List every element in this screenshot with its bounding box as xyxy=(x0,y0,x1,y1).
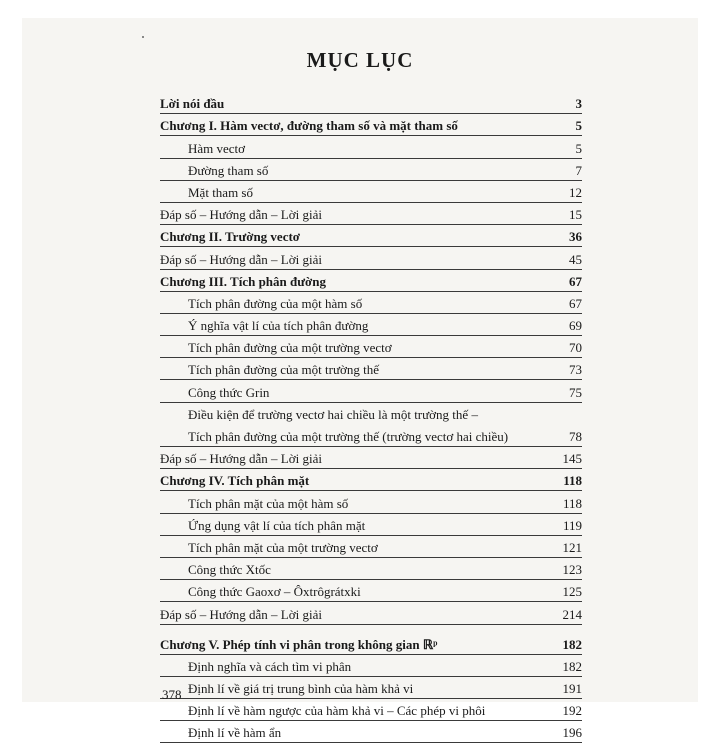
toc-entry[interactable]: Ứng dụng vật lí của tích phân mặt 119 xyxy=(160,514,582,536)
toc-entry[interactable]: Hàm vectơ 5 xyxy=(160,136,582,158)
book-page xyxy=(22,18,698,741)
toc-entry[interactable]: Tích phân đường của một hàm số 67 xyxy=(160,292,582,314)
toc-entry[interactable]: Đường tham số 7 xyxy=(160,159,582,181)
table-of-contents xyxy=(160,92,582,743)
toc-entry[interactable]: Tích phân đường của một trường thế 73 xyxy=(160,358,582,380)
toc-title: MỤC LỤC xyxy=(306,48,414,72)
toc-entry[interactable]: Định lí về hàm ẩn 196 xyxy=(160,721,582,743)
toc-entry-wrapped-line[interactable]: Điều kiện để trường vectơ hai chiều là một trường thế – xyxy=(188,406,478,422)
toc-entry-answers[interactable]: Đáp số – Hướng dẫn – Lời giải 15 xyxy=(160,203,582,225)
toc-entry[interactable]: Định lí về giá trị trung bình của hàm khả vi 191 xyxy=(160,677,582,699)
toc-entry[interactable]: Công thức Grin 75 xyxy=(160,380,582,402)
toc-entry[interactable]: Định lí về hàm ngược của hàm khả vi – Các phép vi phôi 192 xyxy=(160,699,582,721)
toc-entry[interactable]: Tích phân mặt của một hàm số 118 xyxy=(160,491,582,513)
toc-entry-answers[interactable]: Đáp số – Hướng dẫn – Lời giải 145 xyxy=(160,447,582,469)
toc-entry-answers[interactable]: Đáp số – Hướng dẫn – Lời giải 214 xyxy=(160,602,582,624)
toc-entry[interactable]: Ý nghĩa vật lí của tích phân đường 69 xyxy=(160,314,582,336)
toc-entry[interactable]: Tích phân mặt của một trường vectơ 121 xyxy=(160,536,582,558)
toc-entry[interactable]: Tích phân đường của một trường thế (trường vectơ hai chiều) 78 xyxy=(160,425,582,447)
toc-entry[interactable]: Tích phân đường của một trường vectơ 70 xyxy=(160,336,582,358)
toc-chapter-3[interactable]: Chương III. Tích phân đường 67 xyxy=(160,270,582,292)
toc-chapter-4[interactable]: Chương IV. Tích phân mặt 118 xyxy=(160,469,582,491)
toc-chapter-2[interactable]: Chương II. Trường vectơ 36 xyxy=(160,225,582,247)
toc-entry-answers[interactable]: Đáp số – Hướng dẫn – Lời giải 45 xyxy=(160,247,582,269)
page-number: 378 xyxy=(162,687,182,702)
toc-entry[interactable]: Công thức Xtốc 123 xyxy=(160,558,582,580)
toc-entry[interactable]: Mặt tham số 12 xyxy=(160,181,582,203)
toc-chapter-1[interactable]: Chương I. Hàm vectơ, đường tham số và mặt tham số 5 xyxy=(160,114,582,136)
toc-chapter-5[interactable]: Chương V. Phép tính vi phân trong không gian ℝᵖ 182 xyxy=(160,633,582,655)
paper-speck xyxy=(142,36,144,38)
toc-entry[interactable]: Định nghĩa và cách tìm vi phân 182 xyxy=(160,655,582,677)
toc-entry-preface[interactable]: Lời nói đầu 3 xyxy=(160,92,582,114)
toc-entry[interactable]: Công thức Gaoxơ – Ôxtrôgrátxki 125 xyxy=(160,580,582,602)
